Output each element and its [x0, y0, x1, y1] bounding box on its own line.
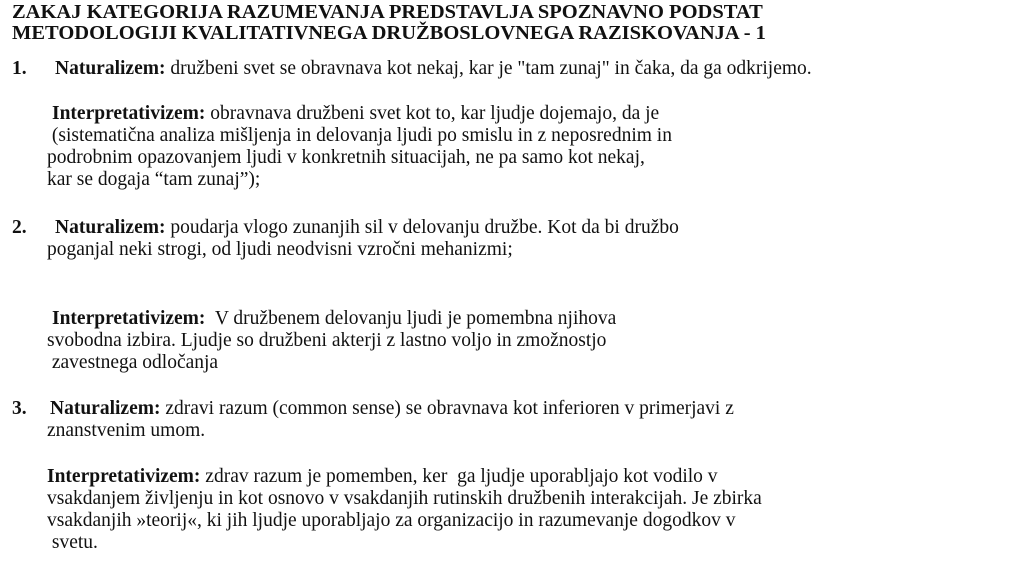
text-line: družbeni svet se obravnava kot nekaj, kar je "tam zunaj" in čaka, da ga odkrijemo.: [165, 58, 812, 79]
text-line: poudarja vlogo zunanjih sil v delovanju družbe. Kot da bi družbo: [165, 217, 679, 238]
text-line: [47, 466, 718, 488]
text-line: podrobnim opazovanjem ljudi v konkretnih situacijah, ne pa samo kot nekaj,: [47, 147, 645, 168]
text-line: (sistematična analiza mišljenja in delovanja ljudi po smislu in z neposrednim in: [47, 125, 672, 146]
naturalizem-label: Naturalizem:: [55, 58, 166, 79]
text-line: svetu.: [47, 532, 98, 553]
naturalizem-paragraph: [55, 217, 679, 239]
naturalizem-paragraph: [50, 398, 734, 420]
text-line: kar se dogaja “tam zunaj”);: [47, 169, 261, 190]
text-line: zavestnega odločanja: [47, 352, 219, 373]
text-line: [52, 308, 616, 330]
text-line: vsakdanjih »teorij«, ki jih ljudje uporabljajo za organizacijo in razumevanje dogodkov v: [47, 510, 736, 531]
item-number: 2.: [12, 217, 27, 238]
text-line: [52, 103, 659, 125]
text-line: obravnava družbeni svet kot to, kar ljudje dojemajo, da je: [205, 103, 660, 124]
title-line-1: ZAKAJ KATEGORIJA RAZUMEVANJA PREDSTAVLJA SPOZNAVNO PODSTAT: [12, 1, 763, 23]
text-line: zdrav razum je pomemben, ker ga ljudje uporabljajo kot vodilo v: [200, 466, 718, 487]
text-line: V družbenem delovanju ljudi je pomembna njihova: [205, 308, 617, 329]
text-line: svobodna izbira. Ljudje so družbeni akterji z lastno voljo in zmožnostjo: [47, 330, 607, 351]
text-line: vsakdanjem življenju in kot osnovo v vsakdanjih rutinskih družbenih interakcijah. Je zbirka: [47, 488, 762, 509]
interpretativizem-label: Interpretativizem:: [52, 308, 206, 329]
text-line: zdravi razum (common sense) se obravnava kot inferioren v primerjavi z: [160, 398, 734, 419]
naturalizem-label: Naturalizem:: [55, 217, 166, 238]
naturalizem-label: Naturalizem:: [50, 398, 161, 419]
interpretativizem-label: Interpretativizem:: [52, 103, 206, 124]
item-number: 3.: [12, 398, 27, 419]
naturalizem-paragraph: [55, 58, 812, 80]
interpretativizem-label: Interpretativizem:: [47, 466, 201, 487]
item-number: 1.: [12, 58, 27, 79]
text-line: poganjal neki strogi, od ljudi neodvisni vzročni mehanizmi;: [47, 239, 513, 260]
text-line: znanstvenim umom.: [47, 420, 206, 441]
title-line-2: METODOLOGIJI KVALITATIVNEGA DRUŽBOSLOVNEGA RAZISKOVANJA - 1: [12, 22, 766, 44]
